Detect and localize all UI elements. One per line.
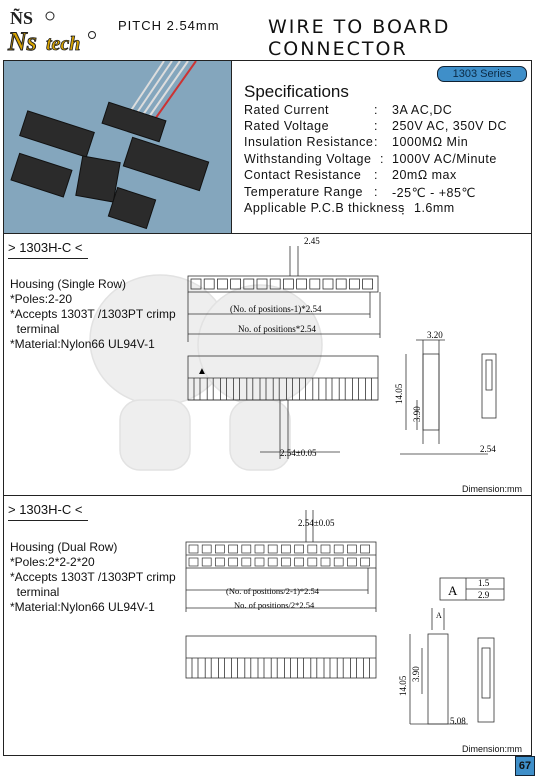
dim-top: 2.54±0.05 — [298, 518, 335, 528]
dim-390: 3.90 — [412, 406, 422, 422]
a-value: 1.5 — [478, 578, 490, 588]
divider — [231, 61, 232, 233]
desc-line: *Accepts 1303T /1303PT crimp — [10, 307, 176, 321]
drawing-line — [363, 279, 373, 289]
section1-heading: > 1303H-C < — [8, 240, 83, 255]
a-label: A — [448, 583, 458, 598]
spec-value: 1000MΩ Min — [392, 135, 469, 149]
svg-text:Ns: Ns — [8, 27, 37, 56]
dimension-note: Dimension:mm — [462, 744, 523, 754]
drawing-line — [347, 558, 356, 566]
desc-line: Housing (Single Row) — [10, 277, 127, 291]
spec-value: 1000V AC/Minute — [392, 152, 497, 166]
series-badge: 1303 Series — [437, 66, 527, 82]
spec-row — [244, 168, 524, 182]
spec-sep: : — [374, 119, 378, 133]
section2-heading: > 1303H-C < — [8, 502, 83, 517]
drawing-line — [229, 545, 238, 553]
drawing-line — [323, 279, 333, 289]
drawing-line — [295, 558, 304, 566]
dim-pos-minus: (No. of positions-1)*2.54 — [230, 304, 322, 314]
spec-row — [244, 135, 524, 149]
divider — [3, 495, 531, 496]
spec-row — [244, 152, 524, 166]
drawing-line — [297, 279, 307, 289]
product-photo — [4, 61, 231, 233]
desc-line: *Material:Nylon66 UL94V-1 — [10, 600, 155, 614]
drawing-line — [217, 279, 227, 289]
dim-320: 3.20 — [427, 330, 443, 340]
section2-description — [10, 540, 176, 615]
a-value: 2.9 — [478, 590, 490, 600]
drawing-line — [189, 558, 198, 566]
dim-390: 3.90 — [411, 666, 421, 682]
spec-sep: : — [380, 152, 384, 166]
drawing-line — [310, 279, 320, 289]
desc-line: terminal — [10, 322, 60, 336]
drawing-line — [308, 558, 317, 566]
spec-value: 3A AC,DC — [392, 103, 453, 117]
single-row-drawing — [180, 234, 530, 494]
drawing-line — [255, 558, 264, 566]
dim-1405: 14.05 — [394, 383, 404, 404]
spec-label: Contact Resistance — [244, 168, 362, 182]
spec-value: 250V AC, 350V DC — [392, 119, 508, 133]
drawing-line — [202, 558, 211, 566]
spec-row — [244, 103, 524, 117]
desc-line: *Accepts 1303T /1303PT crimp — [10, 570, 176, 584]
drawing-line — [283, 279, 293, 289]
spec-value: 1.6mm — [414, 201, 455, 215]
drawing-line — [334, 558, 343, 566]
nstech-logo — [6, 4, 98, 56]
dim-pos: No. of positions/2*2.54 — [234, 600, 315, 610]
section1-description — [10, 277, 176, 352]
heading-underline — [8, 520, 88, 521]
drawing-line — [229, 558, 238, 566]
drawing-line — [361, 545, 370, 553]
drawing-line — [361, 558, 370, 566]
dimension-note: Dimension:mm — [462, 484, 523, 494]
spec-sep: : — [374, 103, 378, 117]
dim-254: 2.54 — [480, 444, 496, 454]
drawing-line — [202, 545, 211, 553]
spec-label: Rated Current — [244, 103, 330, 117]
dim-254tol: 2.54±0.05 — [280, 448, 317, 458]
dim-pos-minus: (No. of positions/2-1)*2.54 — [226, 586, 320, 596]
page-number: 67 — [515, 756, 535, 776]
dim-508: 5.08 — [450, 716, 466, 726]
pitch-label: PITCH 2.54mm — [118, 18, 220, 33]
svg-text:tech: tech — [46, 33, 81, 55]
specifications-title: Specifications — [244, 82, 349, 101]
page-title: WIRE TO BOARD CONNECTOR — [268, 16, 451, 60]
spec-sep: : — [374, 135, 378, 149]
spec-value: -25℃ - +85℃ — [392, 186, 476, 200]
spec-row — [244, 185, 524, 199]
drawing-line — [244, 279, 254, 289]
spec-sep: ： — [400, 204, 414, 218]
dim-top: 2.45 — [304, 236, 320, 246]
spec-row — [244, 119, 524, 133]
dual-row-drawing — [178, 498, 530, 756]
drawing-line — [295, 545, 304, 553]
svg-text:ÑS: ÑS — [10, 8, 34, 28]
drawing-line — [347, 545, 356, 553]
drawing-line — [321, 545, 330, 553]
drawing-line — [281, 545, 290, 553]
drawing-line — [321, 558, 330, 566]
drawing-line — [268, 558, 277, 566]
drawing-line — [255, 545, 264, 553]
dim-1405: 14.05 — [398, 675, 408, 696]
spec-label: Withstanding Voltage — [244, 152, 372, 166]
spec-sep: : — [374, 185, 378, 199]
spec-label: Rated Voltage — [244, 119, 330, 133]
spec-label: Insulation Resistance — [244, 135, 374, 149]
spec-label: Temperature Range — [244, 185, 363, 199]
desc-line: *Poles:2-20 — [10, 292, 73, 306]
desc-line: *Material:Nylon66 UL94V-1 — [10, 337, 155, 351]
heading-underline — [8, 258, 88, 259]
drawing-line — [268, 545, 277, 553]
spec-sep: : — [374, 168, 378, 182]
drawing-line — [242, 545, 251, 553]
spec-label: Applicable P.C.B thickness — [244, 201, 405, 215]
drawing-line — [349, 279, 359, 289]
drawing-line — [191, 279, 201, 289]
desc-line: terminal — [10, 585, 60, 599]
drawing-line — [281, 558, 290, 566]
desc-line: *Poles:2*2-2*20 — [10, 555, 95, 569]
dim-pos: No. of positions*2.54 — [238, 324, 317, 334]
spec-value: 20mΩ max — [392, 168, 457, 182]
drawing-line — [336, 279, 346, 289]
drawing-line — [204, 279, 214, 289]
drawing-line — [189, 545, 198, 553]
drawing-line — [242, 558, 251, 566]
drawing-line — [270, 279, 280, 289]
drawing-line — [215, 545, 224, 553]
drawing-line — [257, 279, 267, 289]
a-small: A — [436, 611, 442, 620]
drawing-line — [215, 558, 224, 566]
pin1-marker: ▲ — [197, 366, 207, 377]
drawing-line — [334, 545, 343, 553]
desc-line: Housing (Dual Row) — [10, 540, 118, 554]
spec-row — [244, 201, 524, 218]
drawing-line — [231, 279, 241, 289]
drawing-line — [308, 545, 317, 553]
